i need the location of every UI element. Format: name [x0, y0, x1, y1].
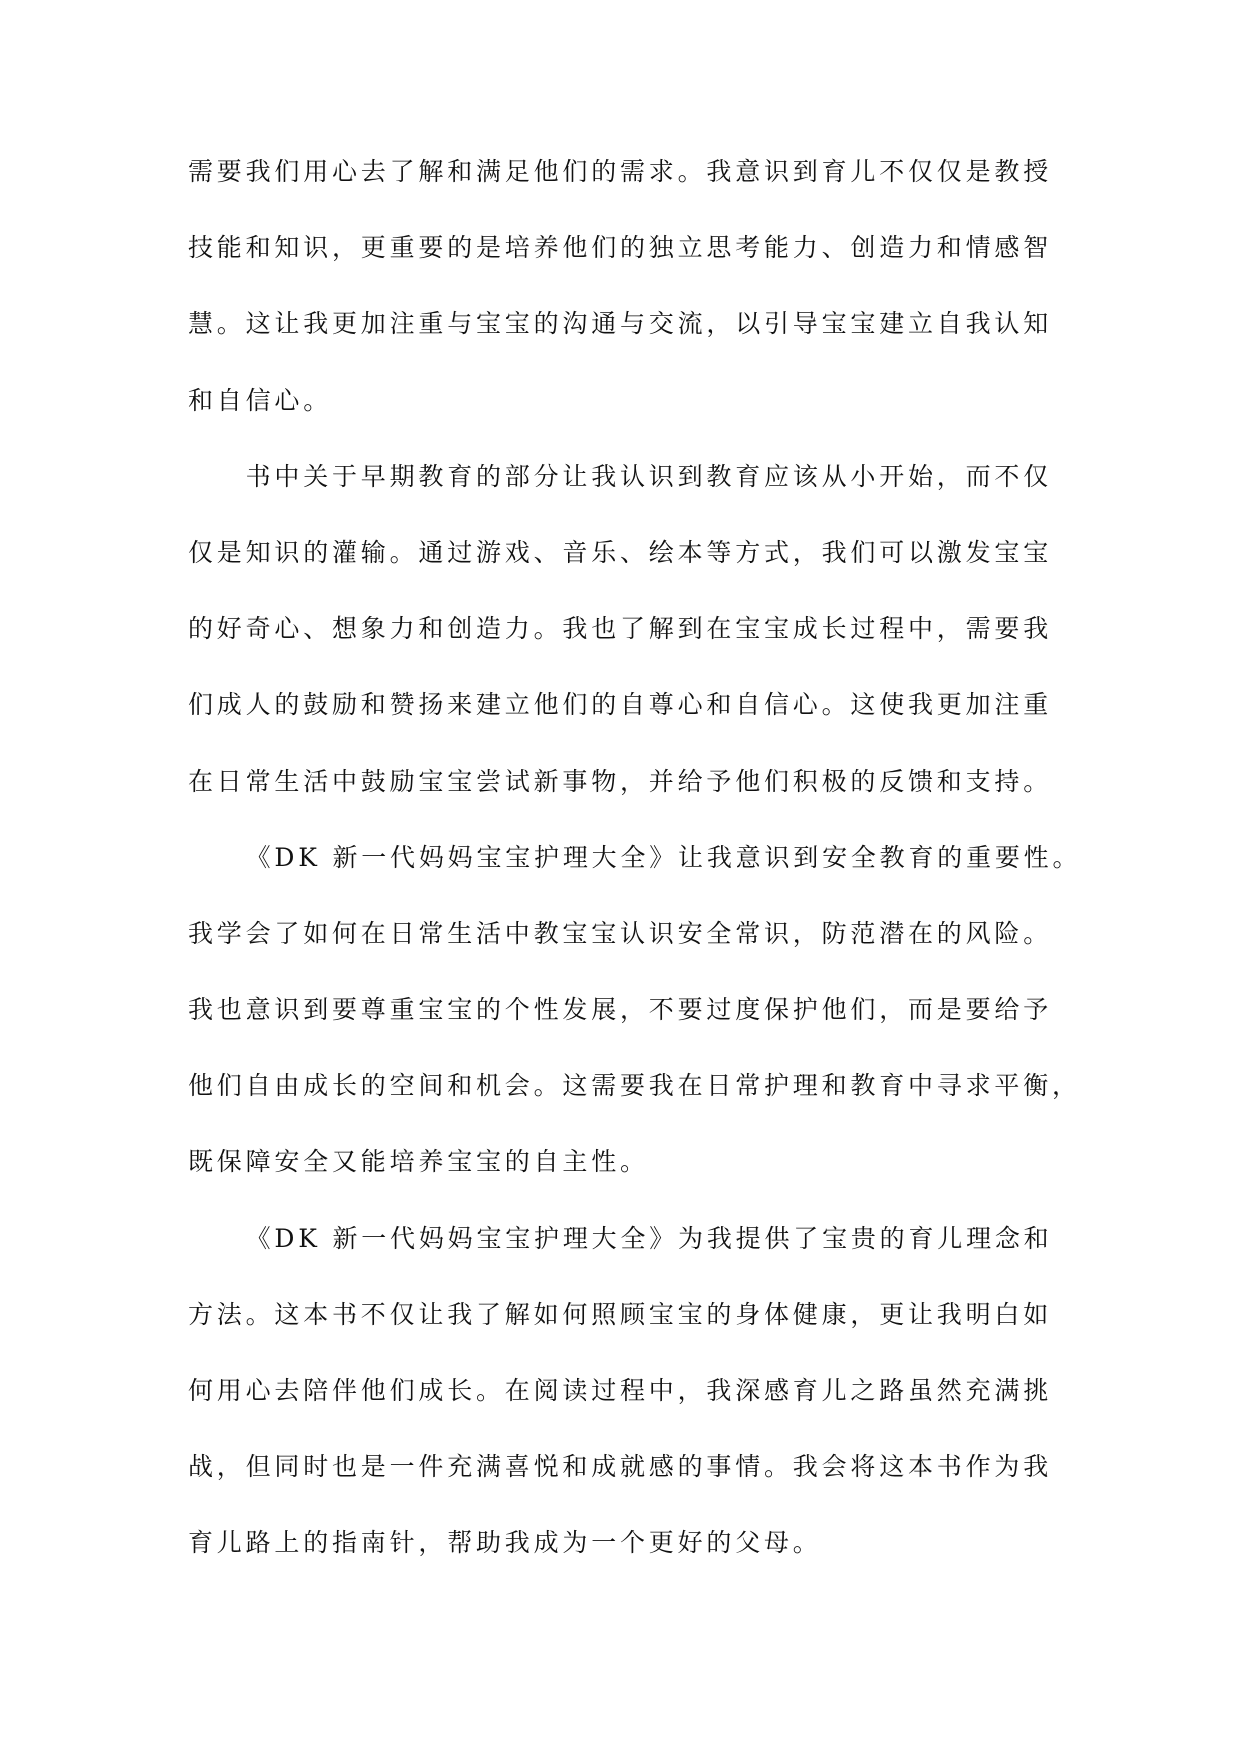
text-line: 们成人的鼓励和赞扬来建立他们的自尊心和自信心。这使我更加注重 — [188, 690, 1053, 720]
text-line: 《DK 新一代妈妈宝宝护理大全》让我意识到安全教育的重要性。 — [245, 842, 1082, 872]
paragraph-4 — [188, 1201, 1148, 1582]
paragraph-3 — [188, 820, 1148, 1201]
text-line: 战，但同时也是一件充满喜悦和成就感的事情。我会将这本书作为我 — [188, 1452, 1053, 1482]
text-line: 我学会了如何在日常生活中教宝宝认识安全常识，防范潜在的风险。 — [188, 918, 1053, 948]
text-line: 慧。这让我更加注重与宝宝的沟通与交流，以引导宝宝建立自我认知 — [188, 309, 1053, 339]
paragraph-1 — [188, 134, 1148, 439]
text-line: 仅是知识的灌输。通过游戏、音乐、绘本等方式，我们可以激发宝宝 — [188, 537, 1053, 567]
text-line: 他们自由成长的空间和机会。这需要我在日常护理和教育中寻求平衡， — [188, 1071, 1081, 1101]
text-line: 在日常生活中鼓励宝宝尝试新事物，并给予他们积极的反馈和支持。 — [188, 766, 1053, 796]
text-line: 既保障安全又能培养宝宝的自主性。 — [188, 1147, 649, 1177]
text-line: 方法。这本书不仅让我了解如何照顾宝宝的身体健康，更让我明白如 — [188, 1299, 1053, 1329]
text-line: 技能和知识，更重要的是培养他们的独立思考能力、创造力和情感智 — [188, 233, 1053, 263]
text-line: 育儿路上的指南针，帮助我成为一个更好的父母。 — [188, 1528, 822, 1558]
body-text — [188, 134, 1148, 1582]
text-line: 和自信心。 — [188, 385, 333, 415]
text-line: 的好奇心、想象力和创造力。我也了解到在宝宝成长过程中，需要我 — [188, 614, 1053, 644]
paragraph-2 — [188, 439, 1148, 820]
text-line: 何用心去陪伴他们成长。在阅读过程中，我深感育儿之路虽然充满挑 — [188, 1376, 1053, 1405]
text-line: 书中关于早期教育的部分让我认识到教育应该从小开始，而不仅 — [245, 461, 1052, 491]
text-line: 需要我们用心去了解和满足他们的需求。我意识到育儿不仅仅是教授 — [188, 157, 1053, 186]
text-line: 《DK 新一代妈妈宝宝护理大全》为我提供了宝贵的育儿理念和 — [245, 1223, 1053, 1253]
text-line: 我也意识到要尊重宝宝的个性发展，不要过度保护他们，而是要给予 — [188, 995, 1053, 1025]
